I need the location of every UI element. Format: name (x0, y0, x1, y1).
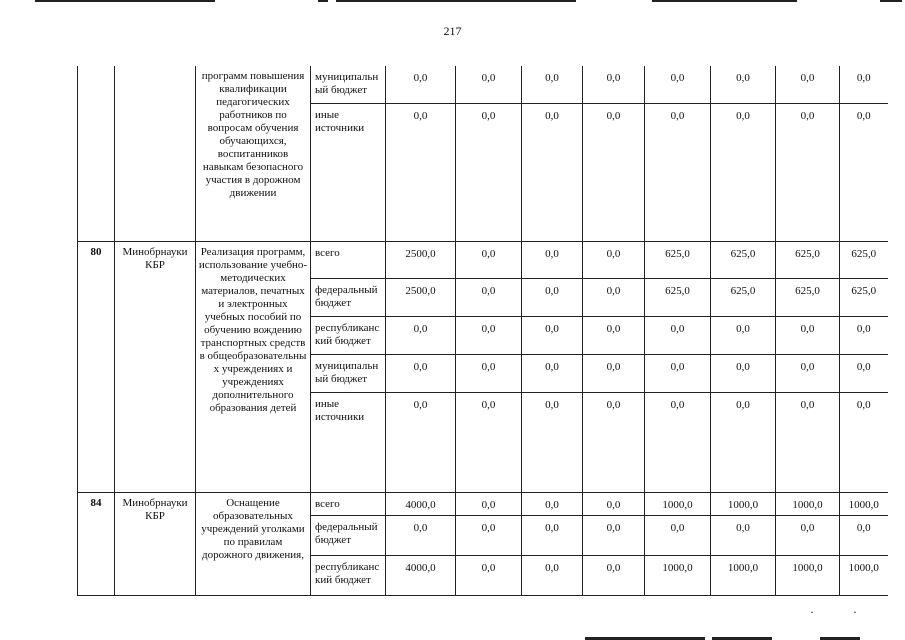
funding-source: иные источники (311, 392, 386, 492)
amount-cell: 0,0 (522, 278, 583, 316)
amount-cell: 0,0 (522, 492, 583, 515)
amount-cell: 0,0 (456, 492, 522, 515)
amount-cell: 0,0 (386, 392, 456, 492)
amount-cell: 1000,0 (840, 555, 888, 595)
measure-description: программ повышения квалификации педагогических работников по вопросам обучения обучающихся, воспитанников навыкам безопасного участия в дорожном движении (196, 66, 311, 241)
amount-cell: 0,0 (776, 103, 840, 241)
amount-cell: 4000,0 (386, 555, 456, 595)
amount-cell: 0,0 (583, 103, 645, 241)
amount-cell: 0,0 (776, 392, 840, 492)
page-number: 217 (443, 24, 462, 38)
funding-source: муниципальн ый бюджет (311, 354, 386, 392)
amount-cell: 1000,0 (776, 555, 840, 595)
amount-cell: 0,0 (840, 354, 888, 392)
amount-cell: 0,0 (711, 103, 776, 241)
funding-source: иные источники (311, 103, 386, 241)
table-body (78, 66, 888, 595)
amount-cell: 0,0 (386, 103, 456, 241)
measure-description: Оснащение образовательных учреждений уголками по правилам дорожного движения, (196, 492, 311, 595)
amount-cell: 0,0 (645, 392, 711, 492)
amount-cell: 0,0 (522, 515, 583, 555)
amount-cell: 0,0 (456, 392, 522, 492)
amount-cell: 0,0 (711, 316, 776, 354)
amount-cell: 0,0 (840, 316, 888, 354)
amount-cell: 1000,0 (776, 492, 840, 515)
amount-cell: 0,0 (522, 392, 583, 492)
scan-top-line-right (652, 0, 797, 2)
amount-cell: 0,0 (711, 66, 776, 103)
scan-top-line-left (35, 0, 215, 2)
amount-cell: 0,0 (386, 316, 456, 354)
amount-cell: 0,0 (840, 66, 888, 103)
amount-cell: 0,0 (645, 66, 711, 103)
amount-cell: 2500,0 (386, 278, 456, 316)
amount-cell: 0,0 (711, 392, 776, 492)
amount-cell: 625,0 (776, 278, 840, 316)
amount-cell: 4000,0 (386, 492, 456, 515)
amount-cell: 625,0 (840, 241, 888, 278)
amount-cell: 0,0 (456, 66, 522, 103)
amount-cell: 0,0 (386, 354, 456, 392)
funding-source: федеральный бюджет (311, 515, 386, 555)
amount-cell: 0,0 (645, 354, 711, 392)
funding-source: всего (311, 241, 386, 278)
amount-cell: 0,0 (583, 555, 645, 595)
amount-cell: 0,0 (583, 241, 645, 278)
funding-source: муниципальн ый бюджет (311, 66, 386, 103)
amount-cell: 0,0 (840, 515, 888, 555)
row-number: 80 (78, 241, 115, 492)
amount-cell: 0,0 (456, 555, 522, 595)
amount-cell: 625,0 (645, 278, 711, 316)
amount-cell: 0,0 (645, 316, 711, 354)
amount-cell: 1000,0 (645, 555, 711, 595)
amount-cell: 0,0 (456, 354, 522, 392)
funding-source: республиканс кий бюджет (311, 555, 386, 595)
amount-cell: 1000,0 (711, 492, 776, 515)
amount-cell: 0,0 (776, 316, 840, 354)
amount-cell: 625,0 (840, 278, 888, 316)
table-row (78, 66, 888, 103)
amount-cell: 2500,0 (386, 241, 456, 278)
amount-cell: 0,0 (583, 392, 645, 492)
amount-cell: 0,0 (386, 66, 456, 103)
amount-cell: 0,0 (522, 555, 583, 595)
row-number: 84 (78, 492, 115, 595)
scan-top-line-corner (880, 0, 902, 2)
funding-source: республиканс кий бюджет (311, 316, 386, 354)
amount-cell: 0,0 (583, 515, 645, 555)
amount-cell: 0,0 (776, 66, 840, 103)
amount-cell: 0,0 (583, 492, 645, 515)
funding-source: федеральный бюджет (311, 278, 386, 316)
amount-cell: 0,0 (711, 515, 776, 555)
amount-cell: 0,0 (840, 103, 888, 241)
organization-cell: Минобрнауки КБР (115, 241, 196, 492)
amount-cell: 0,0 (522, 103, 583, 241)
table-row (78, 492, 888, 515)
amount-cell: 0,0 (645, 103, 711, 241)
scan-top-line-middle (336, 0, 576, 2)
amount-cell: 0,0 (645, 515, 711, 555)
amount-cell: 1000,0 (645, 492, 711, 515)
amount-cell: 0,0 (522, 316, 583, 354)
amount-cell: 0,0 (711, 354, 776, 392)
amount-cell: 1000,0 (711, 555, 776, 595)
amount-cell: 0,0 (583, 354, 645, 392)
amount-cell: 0,0 (386, 515, 456, 555)
amount-cell: 0,0 (456, 515, 522, 555)
amount-cell: 0,0 (583, 66, 645, 103)
amount-cell: 0,0 (583, 316, 645, 354)
amount-cell: 0,0 (456, 103, 522, 241)
amount-cell: 0,0 (840, 392, 888, 492)
scan-top-line-dash (318, 0, 328, 2)
amount-cell: 0,0 (776, 354, 840, 392)
measure-description: Реализация программ, использование учебно-методических материалов, печатных и электронных учебных пособий по обучению вождению транспортных средств в общеобразовательны х учреждениях и учреждениях дополнительного образования детей (196, 241, 311, 492)
amount-cell: 0,0 (522, 241, 583, 278)
amount-cell: 0,0 (456, 241, 522, 278)
amount-cell: 625,0 (711, 241, 776, 278)
scan-marks: · · (810, 605, 875, 619)
budget-table (77, 66, 888, 596)
amount-cell: 0,0 (456, 278, 522, 316)
amount-cell: 0,0 (583, 278, 645, 316)
amount-cell: 0,0 (776, 515, 840, 555)
organization-cell: Минобрнауки КБР (115, 492, 196, 595)
amount-cell: 1000,0 (840, 492, 888, 515)
amount-cell: 625,0 (711, 278, 776, 316)
amount-cell: 0,0 (522, 66, 583, 103)
funding-source: всего (311, 492, 386, 515)
row-number (78, 66, 115, 241)
organization-cell (115, 66, 196, 241)
amount-cell: 625,0 (645, 241, 711, 278)
amount-cell: 0,0 (456, 316, 522, 354)
amount-cell: 625,0 (776, 241, 840, 278)
table-row (78, 241, 888, 278)
amount-cell: 0,0 (522, 354, 583, 392)
